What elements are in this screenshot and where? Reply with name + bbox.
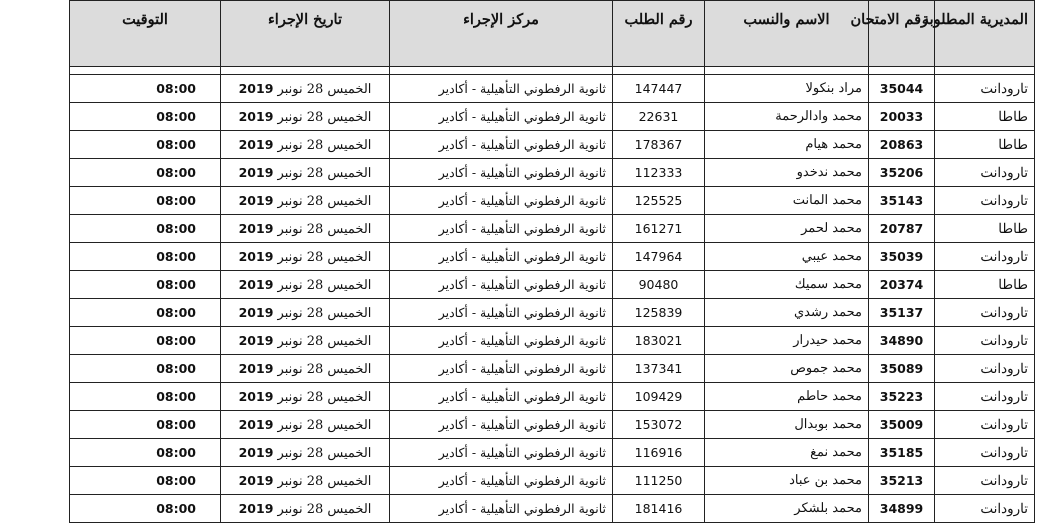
cell-request-number: 161271 bbox=[613, 215, 705, 243]
cell-directorate: تارودانت bbox=[935, 75, 1035, 103]
table-body bbox=[70, 67, 1035, 523]
date-text: الخميس 28 نونبر bbox=[277, 109, 372, 125]
cell-date bbox=[221, 495, 390, 523]
date-year: 2019 bbox=[238, 472, 274, 488]
date-year: 2019 bbox=[238, 108, 274, 124]
spacer-cell bbox=[935, 67, 1035, 75]
table-row bbox=[70, 327, 1035, 355]
cell-full-name: محمد سميك bbox=[705, 271, 869, 299]
cell-directorate: تارودانت bbox=[935, 467, 1035, 495]
header-spacer-row bbox=[70, 67, 1035, 75]
cell-exam-number: 20787 bbox=[869, 215, 935, 243]
date-text: الخميس 28 نونبر bbox=[277, 473, 372, 489]
cell-directorate: تارودانت bbox=[935, 327, 1035, 355]
cell-full-name: محمد وادالرحمة bbox=[705, 103, 869, 131]
cell-center: ثانوية الرفطوني التأهيلية - أكادير bbox=[390, 131, 613, 159]
cell-date bbox=[221, 187, 390, 215]
date-year: 2019 bbox=[238, 304, 274, 320]
cell-request-number: 109429 bbox=[613, 383, 705, 411]
date-year: 2019 bbox=[238, 444, 274, 460]
date-year: 2019 bbox=[238, 360, 274, 376]
cell-center: ثانوية الرفطوني التأهيلية - أكادير bbox=[390, 103, 613, 131]
cell-time: 08:00 bbox=[70, 299, 221, 327]
spacer-cell bbox=[705, 67, 869, 75]
date-year: 2019 bbox=[238, 192, 274, 208]
table-row bbox=[70, 495, 1035, 523]
date-year: 2019 bbox=[238, 164, 274, 180]
table-row bbox=[70, 467, 1035, 495]
cell-exam-number: 35143 bbox=[869, 187, 935, 215]
cell-center: ثانوية الرفطوني التأهيلية - أكادير bbox=[390, 271, 613, 299]
cell-exam-number: 35039 bbox=[869, 243, 935, 271]
cell-center: ثانوية الرفطوني التأهيلية - أكادير bbox=[390, 411, 613, 439]
cell-exam-number: 35206 bbox=[869, 159, 935, 187]
cell-time: 08:00 bbox=[70, 103, 221, 131]
cell-request-number: 22631 bbox=[613, 103, 705, 131]
date-text: الخميس 28 نونبر bbox=[277, 193, 372, 209]
cell-full-name: محمد حيدرار bbox=[705, 327, 869, 355]
cell-request-number: 147964 bbox=[613, 243, 705, 271]
table-row bbox=[70, 243, 1035, 271]
header-request-number: رقم الطلب bbox=[613, 1, 705, 67]
cell-date bbox=[221, 467, 390, 495]
cell-directorate: تارودانت bbox=[935, 243, 1035, 271]
date-text: الخميس 28 نونبر bbox=[277, 389, 372, 405]
cell-full-name: محمد لحمر bbox=[705, 215, 869, 243]
cell-center: ثانوية الرفطوني التأهيلية - أكادير bbox=[390, 215, 613, 243]
cell-directorate: تارودانت bbox=[935, 159, 1035, 187]
cell-request-number: 112333 bbox=[613, 159, 705, 187]
cell-center: ثانوية الرفطوني التأهيلية - أكادير bbox=[390, 327, 613, 355]
cell-center: ثانوية الرفطوني التأهيلية - أكادير bbox=[390, 159, 613, 187]
cell-exam-number: 35009 bbox=[869, 411, 935, 439]
table-row bbox=[70, 131, 1035, 159]
date-text: الخميس 28 نونبر bbox=[277, 277, 372, 293]
table-header-row bbox=[70, 1, 1035, 67]
cell-date bbox=[221, 439, 390, 467]
cell-directorate: تارودانت bbox=[935, 299, 1035, 327]
date-year: 2019 bbox=[238, 80, 274, 96]
table-row bbox=[70, 159, 1035, 187]
date-text: الخميس 28 نونبر bbox=[277, 501, 372, 517]
cell-exam-number: 35185 bbox=[869, 439, 935, 467]
date-text: الخميس 28 نونبر bbox=[277, 165, 372, 181]
cell-exam-number: 35223 bbox=[869, 383, 935, 411]
cell-center: ثانوية الرفطوني التأهيلية - أكادير bbox=[390, 439, 613, 467]
spacer-cell bbox=[70, 67, 221, 75]
cell-request-number: 116916 bbox=[613, 439, 705, 467]
cell-center: ثانوية الرفطوني التأهيلية - أكادير bbox=[390, 187, 613, 215]
header-full-name: الاسم والنسب bbox=[705, 1, 869, 67]
cell-directorate: تارودانت bbox=[935, 439, 1035, 467]
header-center: مركز الإجراء bbox=[390, 1, 613, 67]
cell-exam-number: 20863 bbox=[869, 131, 935, 159]
table-row bbox=[70, 355, 1035, 383]
date-text: الخميس 28 نونبر bbox=[277, 305, 372, 321]
cell-directorate: طاطا bbox=[935, 103, 1035, 131]
cell-center: ثانوية الرفطوني التأهيلية - أكادير bbox=[390, 355, 613, 383]
cell-directorate: طاطا bbox=[935, 131, 1035, 159]
cell-directorate: تارودانت bbox=[935, 355, 1035, 383]
date-year: 2019 bbox=[238, 332, 274, 348]
date-text: الخميس 28 نونبر bbox=[277, 221, 372, 237]
date-text: الخميس 28 نونبر bbox=[277, 333, 372, 349]
spacer-cell bbox=[869, 67, 935, 75]
table-row bbox=[70, 187, 1035, 215]
spacer-cell bbox=[221, 67, 390, 75]
cell-time: 08:00 bbox=[70, 159, 221, 187]
date-year: 2019 bbox=[238, 276, 274, 292]
cell-request-number: 178367 bbox=[613, 131, 705, 159]
cell-full-name: محمد جموص bbox=[705, 355, 869, 383]
cell-date bbox=[221, 383, 390, 411]
cell-request-number: 137341 bbox=[613, 355, 705, 383]
cell-exam-number: 35044 bbox=[869, 75, 935, 103]
spacer-cell bbox=[390, 67, 613, 75]
cell-exam-number: 35089 bbox=[869, 355, 935, 383]
cell-request-number: 153072 bbox=[613, 411, 705, 439]
cell-full-name: محمد المانت bbox=[705, 187, 869, 215]
cell-date bbox=[221, 243, 390, 271]
cell-request-number: 125525 bbox=[613, 187, 705, 215]
date-year: 2019 bbox=[238, 500, 274, 516]
cell-time: 08:00 bbox=[70, 215, 221, 243]
cell-directorate: تارودانت bbox=[935, 411, 1035, 439]
date-text: الخميس 28 نونبر bbox=[277, 361, 372, 377]
cell-time: 08:00 bbox=[70, 271, 221, 299]
cell-center: ثانوية الرفطوني التأهيلية - أكادير bbox=[390, 383, 613, 411]
cell-date bbox=[221, 75, 390, 103]
cell-time: 08:00 bbox=[70, 187, 221, 215]
cell-request-number: 90480 bbox=[613, 271, 705, 299]
table-row bbox=[70, 103, 1035, 131]
exam-schedule-table bbox=[69, 0, 1035, 523]
cell-center: ثانوية الرفطوني التأهيلية - أكادير bbox=[390, 75, 613, 103]
cell-full-name: محمد بن عباد bbox=[705, 467, 869, 495]
cell-full-name: محمد عيبي bbox=[705, 243, 869, 271]
cell-request-number: 147447 bbox=[613, 75, 705, 103]
cell-directorate: طاطا bbox=[935, 215, 1035, 243]
table-row bbox=[70, 75, 1035, 103]
date-year: 2019 bbox=[238, 248, 274, 264]
table-row bbox=[70, 383, 1035, 411]
date-text: الخميس 28 نونبر bbox=[277, 137, 372, 153]
cell-date bbox=[221, 159, 390, 187]
cell-request-number: 125839 bbox=[613, 299, 705, 327]
date-text: الخميس 28 نونبر bbox=[277, 417, 372, 433]
cell-full-name: محمد رشدي bbox=[705, 299, 869, 327]
cell-date bbox=[221, 131, 390, 159]
date-year: 2019 bbox=[238, 416, 274, 432]
cell-full-name: محمد حاطم bbox=[705, 383, 869, 411]
header-date: تاريخ الإجراء bbox=[221, 1, 390, 67]
table-row bbox=[70, 215, 1035, 243]
cell-center: ثانوية الرفطوني التأهيلية - أكادير bbox=[390, 467, 613, 495]
header-directorate: المديرية المطلوبة bbox=[935, 1, 1035, 67]
cell-time: 08:00 bbox=[70, 439, 221, 467]
table-row bbox=[70, 271, 1035, 299]
date-text: الخميس 28 نونبر bbox=[277, 81, 372, 97]
cell-time: 08:00 bbox=[70, 467, 221, 495]
date-year: 2019 bbox=[238, 388, 274, 404]
cell-date bbox=[221, 411, 390, 439]
cell-directorate: تارودانت bbox=[935, 383, 1035, 411]
header-time: التوقيت bbox=[70, 1, 221, 67]
table-row bbox=[70, 411, 1035, 439]
cell-date bbox=[221, 299, 390, 327]
cell-exam-number: 34899 bbox=[869, 495, 935, 523]
table-row bbox=[70, 299, 1035, 327]
cell-full-name: محمد نمغ bbox=[705, 439, 869, 467]
cell-time: 08:00 bbox=[70, 355, 221, 383]
cell-request-number: 181416 bbox=[613, 495, 705, 523]
cell-exam-number: 20033 bbox=[869, 103, 935, 131]
cell-center: ثانوية الرفطوني التأهيلية - أكادير bbox=[390, 243, 613, 271]
cell-time: 08:00 bbox=[70, 327, 221, 355]
cell-directorate: طاطا bbox=[935, 271, 1035, 299]
cell-exam-number: 35137 bbox=[869, 299, 935, 327]
cell-date bbox=[221, 327, 390, 355]
cell-time: 08:00 bbox=[70, 495, 221, 523]
cell-center: ثانوية الرفطوني التأهيلية - أكادير bbox=[390, 299, 613, 327]
cell-date bbox=[221, 271, 390, 299]
cell-center: ثانوية الرفطوني التأهيلية - أكادير bbox=[390, 495, 613, 523]
cell-full-name: مراد بنكولا bbox=[705, 75, 869, 103]
table-row bbox=[70, 439, 1035, 467]
cell-time: 08:00 bbox=[70, 383, 221, 411]
cell-exam-number: 34890 bbox=[869, 327, 935, 355]
cell-full-name: محمد بلشكر bbox=[705, 495, 869, 523]
cell-date bbox=[221, 103, 390, 131]
cell-full-name: محمد هيام bbox=[705, 131, 869, 159]
date-year: 2019 bbox=[238, 220, 274, 236]
cell-directorate: تارودانت bbox=[935, 495, 1035, 523]
cell-full-name: محمد بوبدال bbox=[705, 411, 869, 439]
cell-request-number: 183021 bbox=[613, 327, 705, 355]
cell-exam-number: 20374 bbox=[869, 271, 935, 299]
spacer-cell bbox=[613, 67, 705, 75]
cell-time: 08:00 bbox=[70, 75, 221, 103]
cell-directorate: تارودانت bbox=[935, 187, 1035, 215]
cell-time: 08:00 bbox=[70, 243, 221, 271]
cell-date bbox=[221, 355, 390, 383]
date-text: الخميس 28 نونبر bbox=[277, 249, 372, 265]
date-text: الخميس 28 نونبر bbox=[277, 445, 372, 461]
header-exam-number: رقم الامتحان bbox=[869, 1, 935, 67]
cell-request-number: 111250 bbox=[613, 467, 705, 495]
date-year: 2019 bbox=[238, 136, 274, 152]
cell-time: 08:00 bbox=[70, 411, 221, 439]
cell-exam-number: 35213 bbox=[869, 467, 935, 495]
cell-date bbox=[221, 215, 390, 243]
cell-time: 08:00 bbox=[70, 131, 221, 159]
cell-full-name: محمد ندخدو bbox=[705, 159, 869, 187]
